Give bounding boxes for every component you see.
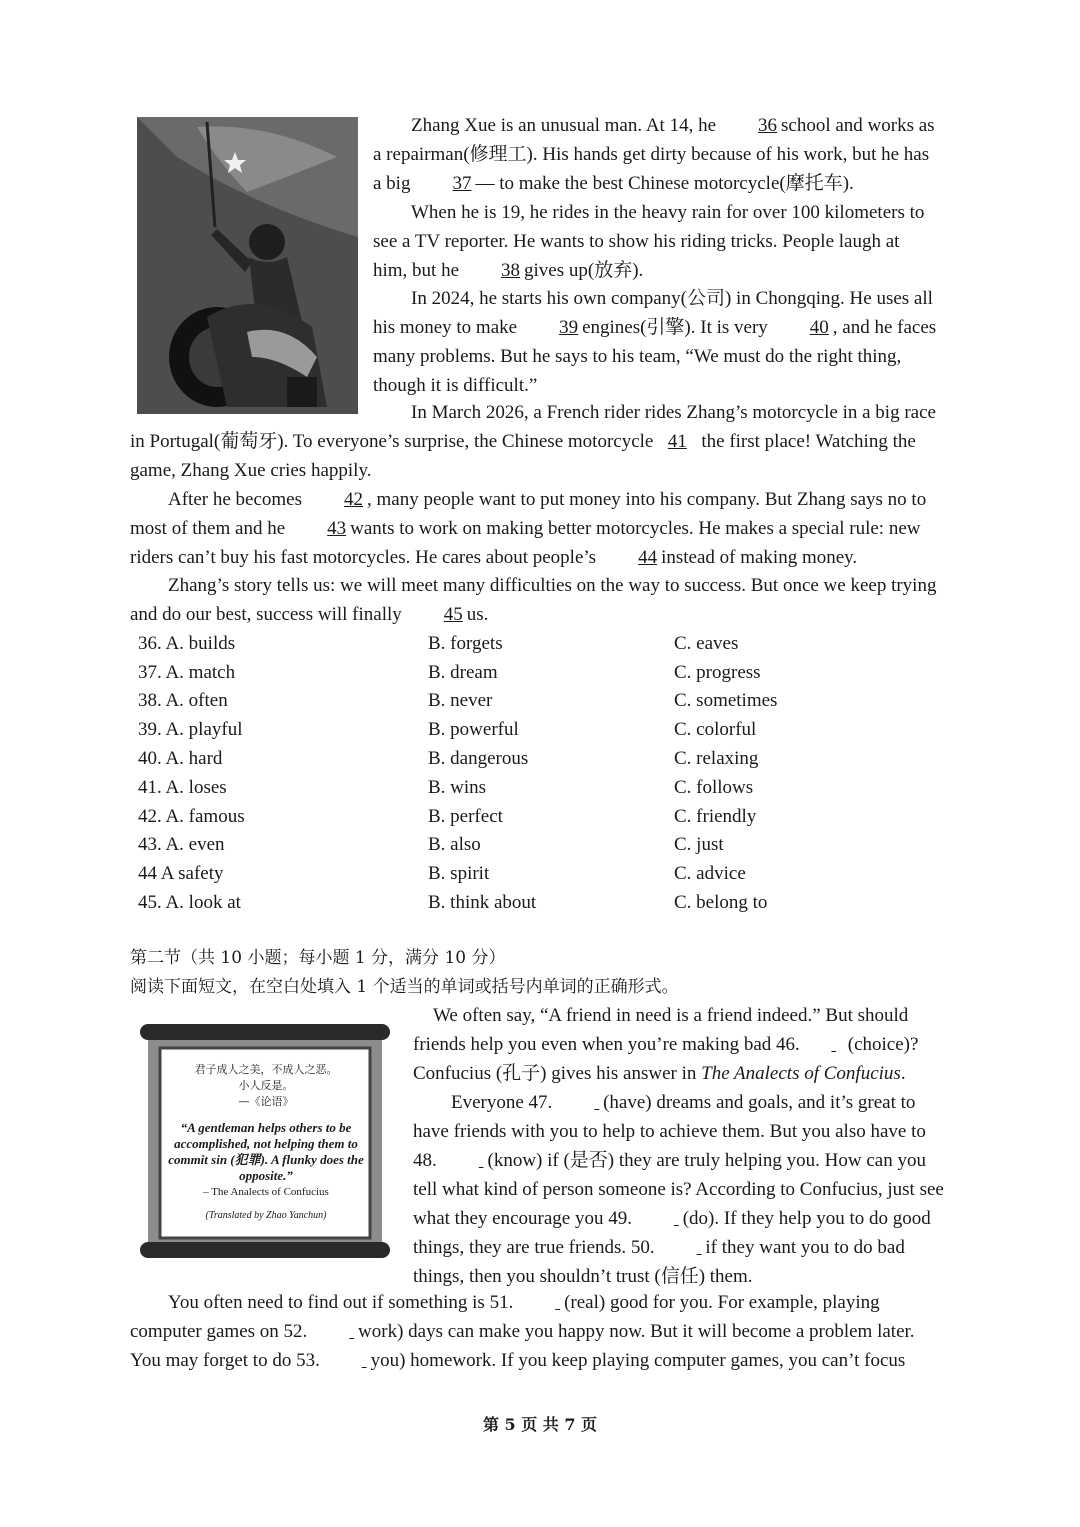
option-a[interactable]: 37. A. match (138, 662, 236, 683)
question-42-options (138, 802, 938, 831)
option-b[interactable]: B. spirit (428, 863, 490, 884)
passage2-paragraph-2: Everyone 47. (have) dreams and goals, and it’s great to have friends with you to help to achieve them. But you also have to 48. (know) if (是否) they are truly helping you. How can you tell what kind of person someone is? According to Confucius, just see what they encourage you 49. (do). If they help you to do good things, they are true friends. 50. if they want you to do bad things, then you shouldn’t trust (信任) them. (413, 1088, 953, 1291)
question-39-options (138, 715, 938, 744)
section-2-instruction: 阅读下面短文，在空白处填入 1 个适当的单词或括号内单词的正确形式。 (130, 977, 679, 997)
blank-49[interactable] (632, 1204, 683, 1233)
question-45-options (138, 888, 938, 917)
question-44-options (138, 859, 938, 888)
option-c[interactable]: C. just (674, 834, 724, 855)
option-b[interactable]: B. powerful (428, 719, 519, 740)
option-b[interactable]: B. forgets (428, 633, 503, 654)
question-37-options (138, 658, 938, 687)
motorcycle-rider-photo (137, 117, 358, 414)
passage-paragraph-2: When he is 19, he rides in the heavy rain for over 100 kilometers to see a TV reporter. He wants to show his riding tricks. People laugh at him, but he 38 gives up(放弃). (373, 198, 938, 285)
blank-39: 39 (559, 317, 579, 338)
scroll-quote-source: – The Analects of Confucius (203, 1186, 329, 1198)
option-c[interactable]: C. relaxing (674, 748, 759, 769)
scroll-chinese-source: —《论语》 (238, 1095, 294, 1108)
option-c[interactable]: C. colorful (674, 719, 757, 740)
option-b[interactable]: B. dangerous (428, 748, 529, 769)
rider-illustration (137, 117, 358, 414)
blank-52[interactable] (307, 1317, 358, 1346)
option-b[interactable]: B. wins (428, 777, 487, 798)
option-a[interactable]: 40. A. hard (138, 748, 223, 769)
blank-46[interactable] (800, 1030, 848, 1059)
blank-41: 41 (667, 431, 687, 452)
question-41-options (138, 773, 938, 802)
blank-47[interactable] (552, 1088, 603, 1117)
question-38-options (138, 686, 938, 715)
passage2-paragraph-3: You often need to find out if something is 51. (real) good for you. For example, playing computer games on 52. work) days can make you happy now. But it will become a problem later. You may forget to do 53. you) homework. If you keep playing computer games, you can’t focus (130, 1288, 940, 1375)
option-b[interactable]: B. think about (428, 892, 537, 913)
blank-38: 38 (501, 260, 521, 281)
option-c[interactable]: C. eaves (674, 633, 739, 654)
scroll-text (166, 1062, 366, 1224)
blank-43: 43 (327, 518, 347, 539)
blank-37: 37 (452, 173, 472, 194)
passage-paragraph-5: After he becomes 42 , many people want to put money into his company. But Zhang says no to most of them and he 43 wants to work on making better motorcycles. He makes a special rule: new riders can’t buy his fast motorcycles. He cares about people’s 44 instead of making money. (130, 485, 930, 572)
option-b[interactable]: B. never (428, 690, 493, 711)
option-a[interactable]: 44 A safety (138, 863, 224, 884)
scroll-chinese-line-1: 君子成人之美，不成人之恶。 (194, 1063, 338, 1076)
question-36-options (138, 629, 938, 658)
option-a[interactable]: 42. A. famous (138, 806, 245, 827)
passage-paragraph-3: In 2024, he starts his own company(公司) in Chongqing. He uses all his money to make 39 engines(引擎). It is very 40 , and he faces many problems. But he says to his team, “We must do the right thing, though it is difficult.” (373, 288, 937, 396)
option-a[interactable]: 38. A. often (138, 690, 228, 711)
option-c[interactable]: C. advice (674, 863, 746, 884)
option-a[interactable]: 41. A. loses (138, 777, 227, 798)
passage-paragraph-6: Zhang’s story tells us: we will meet many difficulties on the way to success. But once we keep trying and do our best, success will finally 45 us. (130, 571, 940, 629)
option-a[interactable]: 39. A. playful (138, 719, 243, 740)
passage2-paragraph-1: We often say, “A friend in need is a friend indeed.” But should friends help you even when you’re making bad 46. (choice)? Confucius (孔子) gives his answer in The Analects of Confucius. (413, 1005, 919, 1084)
passage-paragraph-4: In March 2026, a French rider rides Zhang’s motorcycle in a big race in Portugal(葡萄牙). To everyone’s surprise, the Chinese motorcycle 41 the first place! Watching the game, Zhang Xue cries happily. (130, 402, 936, 481)
blank-53[interactable] (320, 1346, 371, 1375)
blank-36: 36 (758, 115, 778, 136)
option-c[interactable]: C. friendly (674, 806, 757, 827)
section-2-heading: 第二节（共 10 小题；每小题 1 分，满分 10 分） (130, 948, 506, 968)
option-a[interactable]: 36. A. builds (138, 633, 236, 654)
passage-paragraph-1: Zhang Xue is an unusual man. At 14, he 36 school and works as a repairman(修理工). His hands get dirty because of his work, but he has a big 37 — to make the best Chinese motorcycle(摩托车). (373, 111, 938, 198)
scroll-chinese-line-2: 小人反是。 (238, 1079, 294, 1092)
blank-50[interactable] (655, 1233, 706, 1262)
blank-48[interactable] (437, 1146, 488, 1175)
option-a[interactable]: 43. A. even (138, 834, 225, 855)
question-40-options (138, 744, 938, 773)
option-c[interactable]: C. progress (674, 662, 761, 683)
scroll-english-quote: “A gentleman helps others to be accomplished, not helping them to commit sin (犯罪). A flunky does the opposite.” (168, 1120, 364, 1183)
question-43-options (138, 830, 938, 859)
blank-45: 45 (443, 604, 463, 625)
option-c[interactable]: C. sometimes (674, 690, 778, 711)
option-a[interactable]: 45. A. look at (138, 892, 241, 913)
option-c[interactable]: C. belong to (674, 892, 768, 913)
option-b[interactable]: B. perfect (428, 806, 503, 827)
option-b[interactable]: B. also (428, 834, 481, 855)
blank-51[interactable] (513, 1288, 564, 1317)
blank-42: 42 (344, 489, 363, 510)
scroll-translator: (Translated by Zhao Yanchun) (205, 1210, 327, 1221)
option-b[interactable]: B. dream (428, 662, 498, 683)
blank-44: 44 (638, 547, 658, 568)
blank-40: 40 (809, 317, 829, 338)
page-number-footer: 第 5 页 共 7 页 (482, 1415, 598, 1434)
option-c[interactable]: C. follows (674, 777, 754, 798)
